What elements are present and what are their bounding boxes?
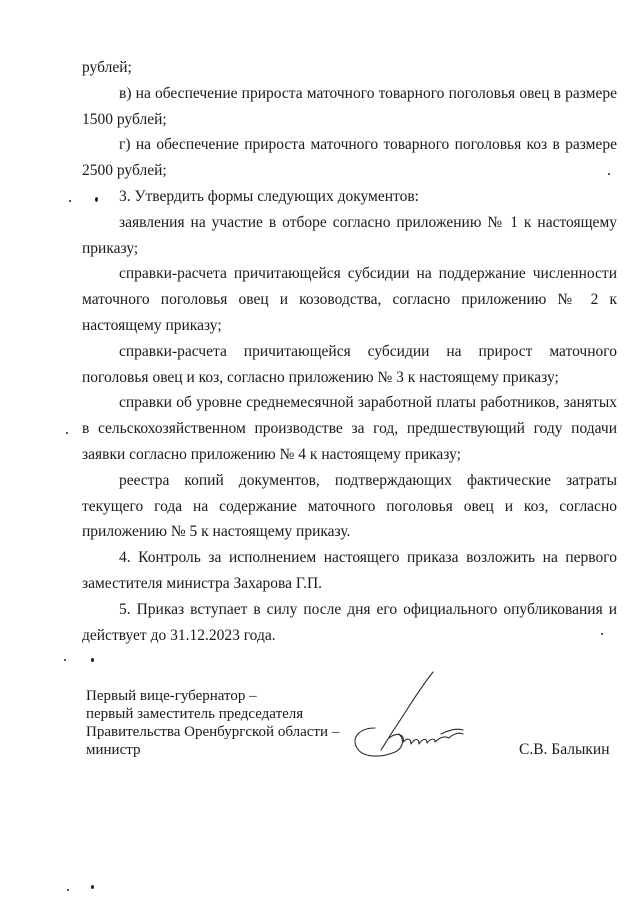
scan-speck: [601, 633, 603, 635]
scan-speck: [91, 658, 94, 662]
paragraph: реестра копий документов, подтверждающих фактические затраты текущего года на содержание маточного поголовья овец и коз, согласно приложению № 5 к настоящему приказу.: [82, 471, 617, 541]
scan-speck: [67, 889, 69, 891]
scan-speck: [69, 200, 71, 202]
position-line: Первый вице-губернатор –: [86, 688, 257, 704]
scan-speck: [66, 432, 68, 434]
position-line: Правительства Оренбургской области –: [86, 724, 340, 740]
paragraph: заявления на участие в отборе согласно приложению № 1 к настоящему приказу;: [82, 213, 617, 257]
signatory-position: [86, 687, 339, 759]
scan-speck: [91, 885, 94, 889]
scan-speck: [95, 197, 98, 202]
paragraph: 5. Приказ вступает в силу после дня его официального опубликования и действует до 31.12.2023 года.: [82, 600, 617, 644]
paragraph: в) на обеспечение прироста маточного товарного поголовья овец в размере 1500 рублей;: [82, 84, 617, 128]
paragraph: справки-расчета причитающейся субсидии на прирост маточного поголовья овец и коз, согласно приложению № 3 к настоящему приказу;: [82, 342, 617, 386]
paragraph: рублей;: [82, 59, 132, 76]
signer-name: С.В. Балыкин: [519, 741, 610, 758]
position-line: первый заместитель председателя: [86, 706, 304, 722]
paragraph: справки-расчета причитающейся субсидии на поддержание численности маточного поголовья овец и козоводства, согласно приложению № 2 к настоящему приказу;: [82, 265, 617, 334]
paragraph: справки об уровне среднемесячной заработной платы работников, занятых в сельскохозяйственном производстве за год, предшествующий году подачи заявки согласно приложению № 4 к настоящему приказу;: [82, 394, 617, 463]
position-line: министр: [86, 742, 141, 758]
scan-speck: [608, 173, 610, 175]
document-body: [82, 55, 617, 648]
paragraph: 4. Контроль за исполнением настоящего приказа возложить на первого заместителя министра Захарова Г.П.: [82, 549, 617, 592]
handwritten-signature: [345, 668, 480, 768]
paragraph: г) на обеспечение прироста маточного товарного поголовья коз в размере 2500 рублей;: [82, 136, 617, 180]
paragraph: 3. Утвердить формы следующих документов:: [119, 187, 419, 205]
scan-speck: [64, 659, 66, 661]
